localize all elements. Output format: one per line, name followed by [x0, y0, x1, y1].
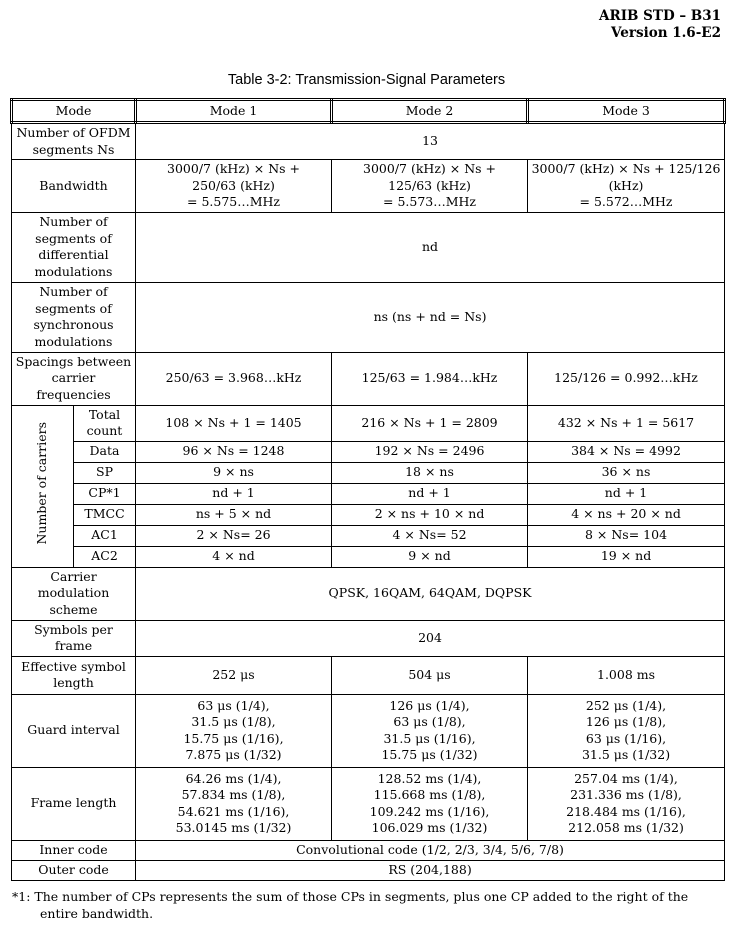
cell-value: 64.26 ms (1/4), 57.834 ms (1/8), 54.621 ms (1/16), 53.0145 ms (1/32) [136, 767, 332, 840]
cell-value: 1.008 ms [528, 656, 725, 694]
row-label: Number of segments of synchronous modulations [12, 282, 136, 352]
cell-value: 9 × ns [136, 462, 332, 483]
standard-id: ARIB STD – B31 [599, 8, 721, 24]
parameters-table [10, 98, 726, 881]
table-row [12, 441, 725, 462]
table-row [12, 620, 725, 656]
cell-value: 126 μs (1/4), 63 μs (1/8), 31.5 μs (1/16), 15.75 μs (1/32) [332, 694, 528, 767]
table-header-row [12, 100, 725, 123]
row-label: Data [74, 441, 136, 462]
table-row [12, 483, 725, 504]
version: Version 1.6-E2 [611, 25, 721, 41]
table-row [12, 212, 725, 282]
cell-value: 108 × Ns + 1 = 1405 [136, 405, 332, 441]
header-mode-2: Mode 2 [332, 100, 528, 123]
cell-value: nd + 1 [136, 483, 332, 504]
cell-value: 432 × Ns + 1 = 5617 [528, 405, 725, 441]
cell-value: 216 × Ns + 1 = 2809 [332, 405, 528, 441]
row-label: Inner code [12, 840, 136, 860]
table-row [12, 767, 725, 840]
row-label: Carrier modulation scheme [12, 567, 136, 620]
table-row [12, 123, 725, 160]
cell-value: nd + 1 [528, 483, 725, 504]
footnote-mark: *1: [12, 889, 31, 904]
footnote-text-cont: entire bandwidth. [40, 905, 154, 921]
cell-value: 4 × ns + 20 × nd [528, 504, 725, 525]
footnote [12, 889, 712, 922]
cell-value: QPSK, 16QAM, 64QAM, DQPSK [136, 567, 725, 620]
row-label: Spacings between carrier frequencies [12, 352, 136, 405]
cell-value: 4 × nd [136, 546, 332, 567]
row-label: Symbols per frame [12, 620, 136, 656]
row-label: TMCC [74, 504, 136, 525]
table-row [12, 282, 725, 352]
row-label: Frame length [12, 767, 136, 840]
cell-value: Convolutional code (1/2, 2/3, 3/4, 5/6, 7/8) [136, 840, 725, 860]
table-row [12, 462, 725, 483]
table-row [12, 567, 725, 620]
row-label: Number of OFDM segments Ns [12, 123, 136, 160]
cell-value: 3000/7 (kHz) × Ns + 250/63 (kHz) = 5.575…MHz [136, 160, 332, 213]
cell-value: RS (204,188) [136, 860, 725, 880]
header-mode: Mode [12, 100, 136, 123]
table-row [12, 840, 725, 860]
cell-value: 19 × nd [528, 546, 725, 567]
row-label: CP*1 [74, 483, 136, 504]
table-row [12, 694, 725, 767]
cell-value: 13 [136, 123, 725, 160]
cell-value: 8 × Ns= 104 [528, 525, 725, 546]
cell-value: 2 × ns + 10 × nd [332, 504, 528, 525]
cell-value: 204 [136, 620, 725, 656]
cell-value: 128.52 ms (1/4), 115.668 ms (1/8), 109.242 ms (1/16), 106.029 ms (1/32) [332, 767, 528, 840]
cell-value: 4 × Ns= 52 [332, 525, 528, 546]
cell-value: 3000/7 (kHz) × Ns + 125/63 (kHz) = 5.573…MHz [332, 160, 528, 213]
row-label: AC2 [74, 546, 136, 567]
header-mode-3: Mode 3 [528, 100, 725, 123]
cell-value: ns + 5 × nd [136, 504, 332, 525]
cell-value: 504 μs [332, 656, 528, 694]
cell-value: 63 μs (1/4), 31.5 μs (1/8), 15.75 μs (1/16), 7.875 μs (1/32) [136, 694, 332, 767]
row-label: Outer code [12, 860, 136, 880]
row-label: AC1 [74, 525, 136, 546]
row-label: Number of segments of differential modulations [12, 212, 136, 282]
table-row [12, 504, 725, 525]
cell-value: 252 μs [136, 656, 332, 694]
table-row [12, 352, 725, 405]
cell-value: 125/126 = 0.992…kHz [528, 352, 725, 405]
cell-value: 192 × Ns = 2496 [332, 441, 528, 462]
row-label: Guard interval [12, 694, 136, 767]
document-header [599, 8, 721, 42]
cell-value: 96 × Ns = 1248 [136, 441, 332, 462]
cell-value: nd [136, 212, 725, 282]
table-row [12, 405, 725, 441]
row-label: Effective symbol length [12, 656, 136, 694]
table-title: Table 3-2: Transmission-Signal Parameters [227, 72, 506, 88]
cell-value: 9 × nd [332, 546, 528, 567]
cell-value: 2 × Ns= 26 [136, 525, 332, 546]
cell-value: 257.04 ms (1/4), 231.336 ms (1/8), 218.484 ms (1/16), 212.058 ms (1/32) [528, 767, 725, 840]
carriers-group-label: Number of carriers [12, 405, 74, 567]
cell-value: nd + 1 [332, 483, 528, 504]
cell-value: 252 μs (1/4), 126 μs (1/8), 63 μs (1/16), 31.5 μs (1/32) [528, 694, 725, 767]
table-row [12, 656, 725, 694]
table-row [12, 546, 725, 567]
table-row [12, 525, 725, 546]
row-label: Total count [74, 405, 136, 441]
table-row [12, 160, 725, 213]
header-mode-1: Mode 1 [136, 100, 332, 123]
cell-value: 3000/7 (kHz) × Ns + 125/126 (kHz) = 5.572…MHz [528, 160, 725, 213]
cell-value: 384 × Ns = 4992 [528, 441, 725, 462]
cell-value: 18 × ns [332, 462, 528, 483]
cell-value: ns (ns + nd = Ns) [136, 282, 725, 352]
cell-value: 125/63 = 1.984…kHz [332, 352, 528, 405]
cell-value: 36 × ns [528, 462, 725, 483]
cell-value: 250/63 = 3.968…kHz [136, 352, 332, 405]
footnote-text: The number of CPs represents the sum of those CPs in segments, plus one CP added to the right of the [34, 889, 689, 904]
table-row [12, 860, 725, 880]
row-label: Bandwidth [12, 160, 136, 213]
row-label: SP [74, 462, 136, 483]
